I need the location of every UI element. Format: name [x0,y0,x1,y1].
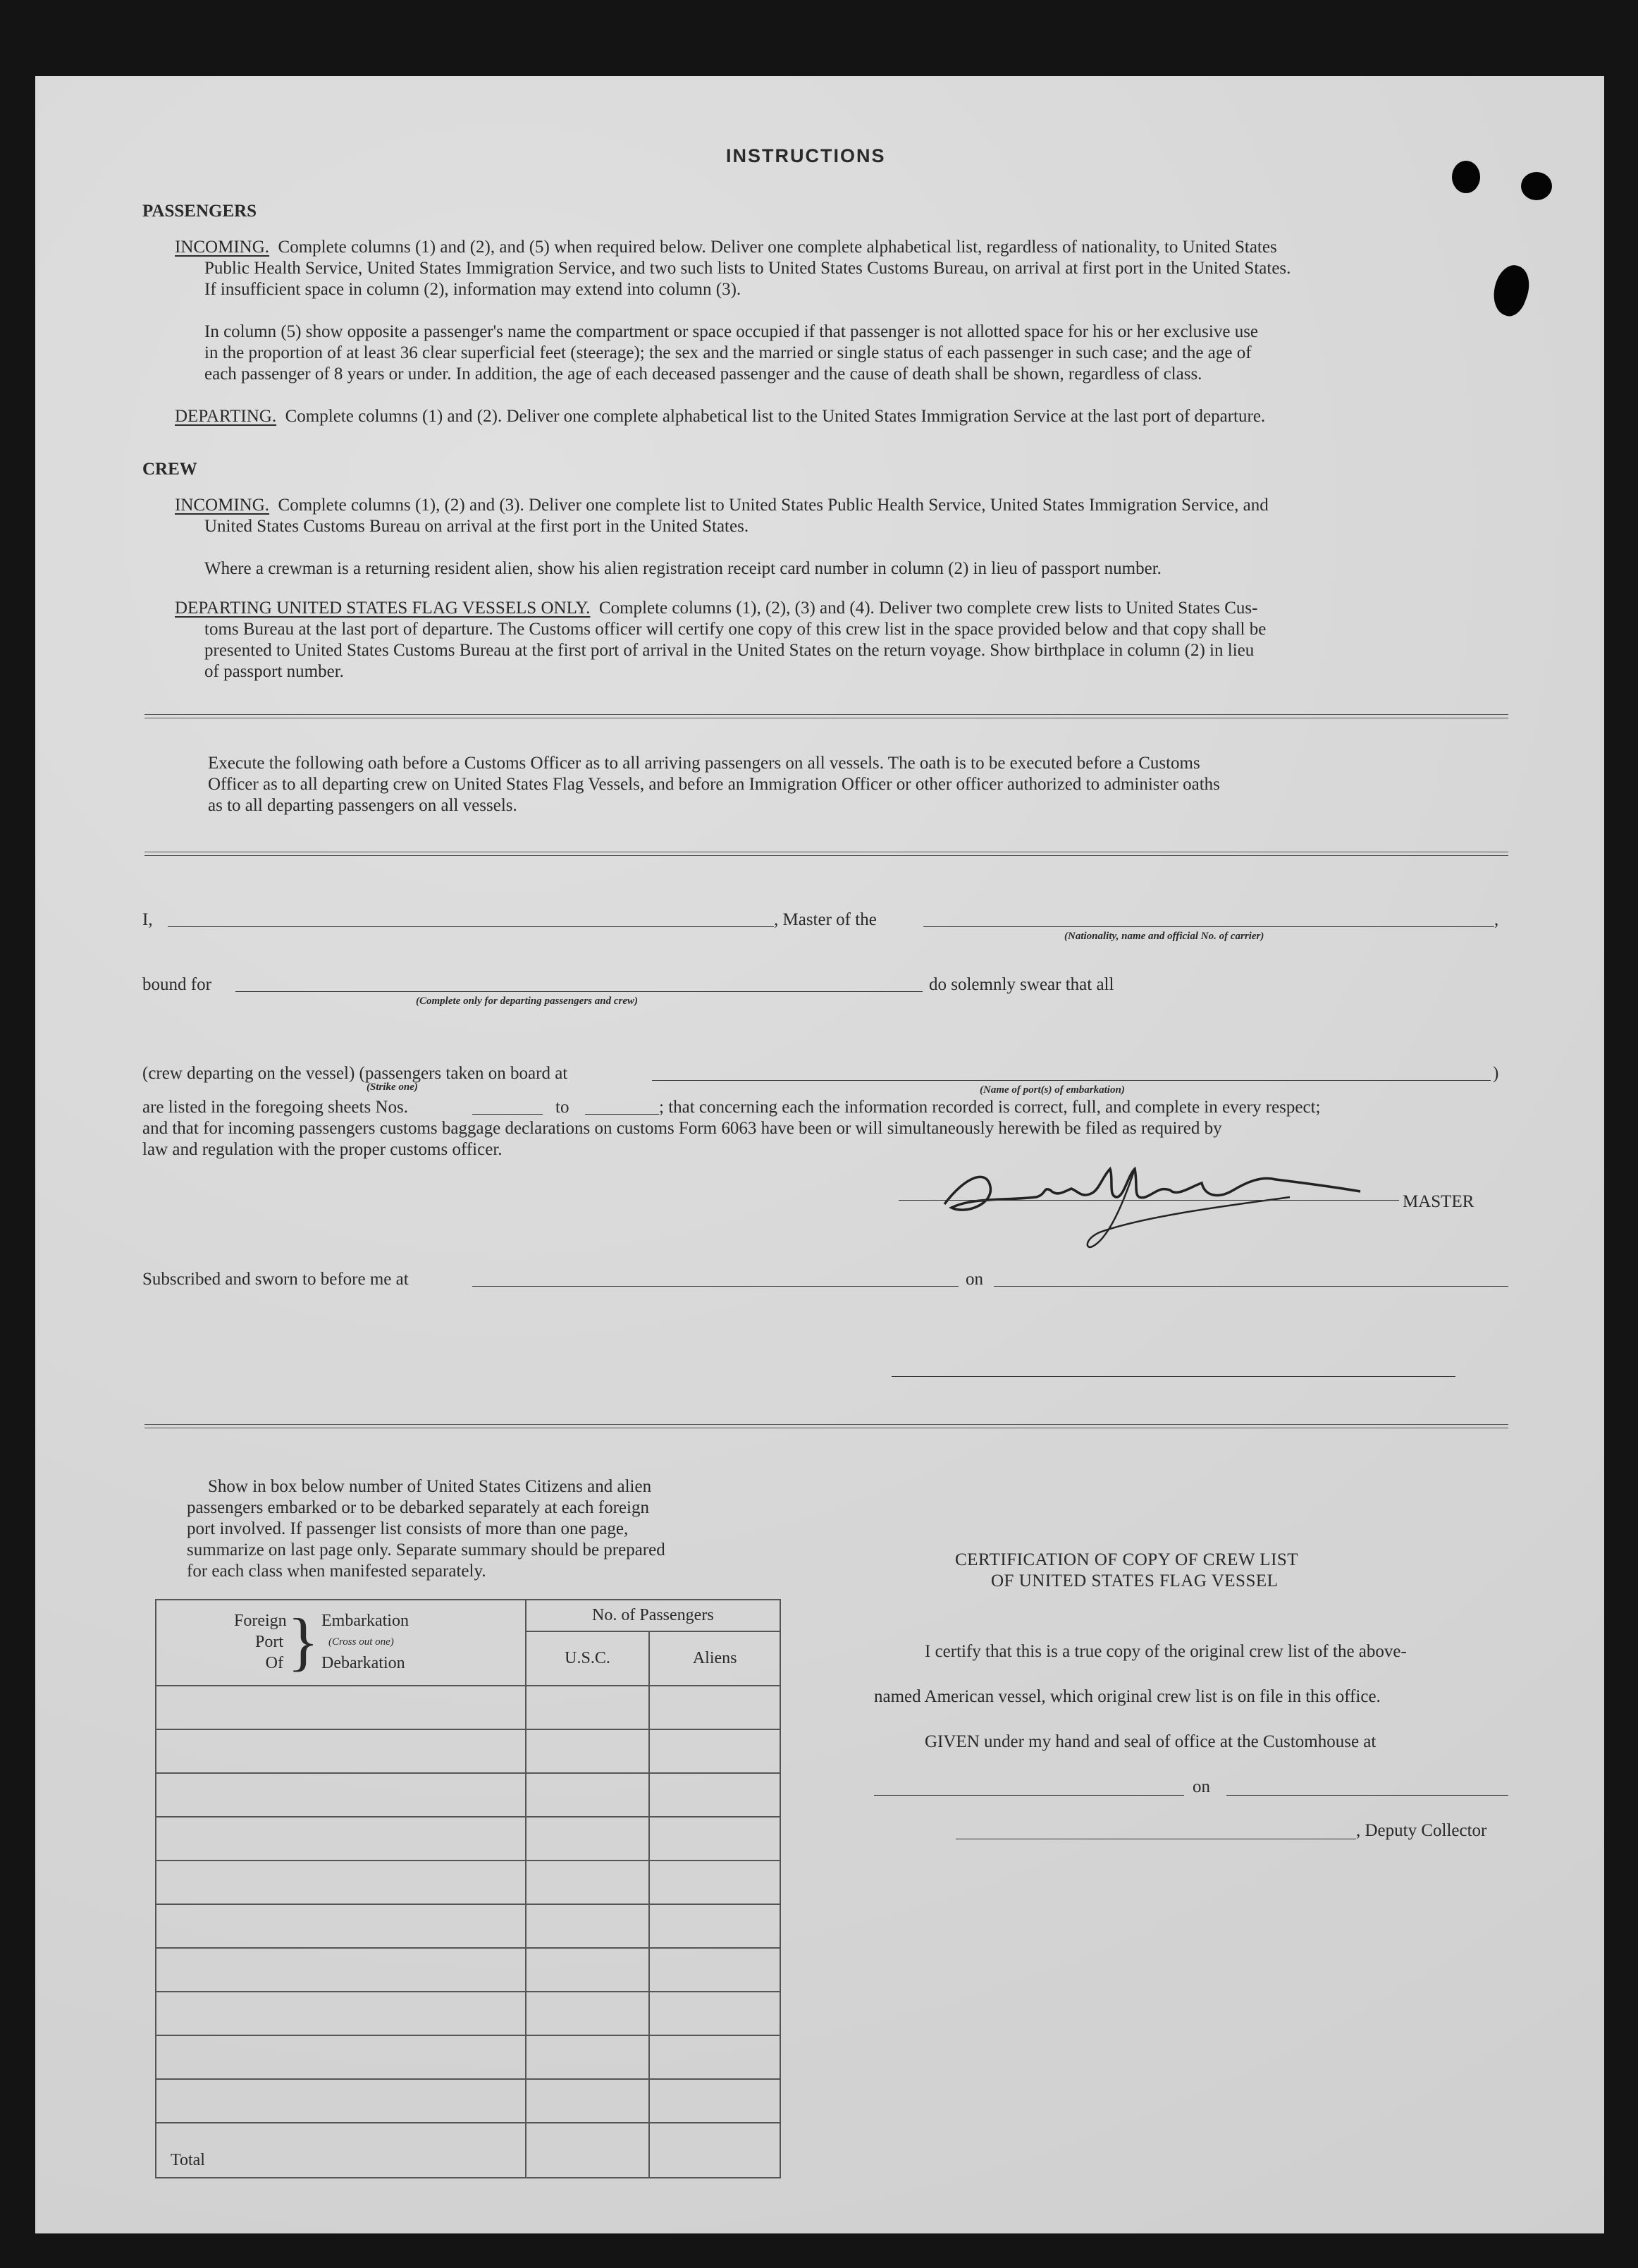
summary-note-line-4: summarize on last page only. Separate summary should be prepared [187,1540,665,1559]
crew-departing-line-4: of passport number. [204,662,344,681]
sworn-place-line[interactable] [472,1286,959,1287]
subscribed-label: Subscribed and sworn to before me at [142,1270,409,1289]
table-row-aliens[interactable] [649,1948,780,1992]
passengers-departing-text: Complete columns (1) and (2). Deliver one complete alphabetical list to the United States Immigration Service at the last port of departure. [285,407,1266,426]
summary-note-line-2: passengers embarked or to be debarked separately at each foreign [187,1498,649,1517]
master-label: MASTER [1403,1192,1474,1211]
bound-for-label: bound for [142,975,211,994]
column5-line-1: In column (5) show opposite a passenger's name the compartment or space occupied if that passenger is not allotted space for his or her exclusive use [204,322,1259,341]
certification-line-1: I certify that this is a true copy of the original crew list of the above- [925,1642,1407,1661]
document-page [35,76,1604,2233]
table-row-port[interactable] [156,1948,526,1992]
table-row-port[interactable] [156,2035,526,2079]
column5-line-2: in the proportion of at least 36 clear superficial feet (steerage); the sex and the married or single status of each passenger in such case; and the age of [204,343,1252,362]
comma: , [1494,910,1499,929]
crew-departing-label: DEPARTING UNITED STATES FLAG VESSELS ONLY. [175,599,591,618]
strike-one-hint: (Strike one) [367,1081,418,1093]
master-name-line[interactable] [168,926,774,927]
crew-heading: CREW [142,460,197,479]
certification-title-1: CERTIFICATION OF COPY OF CREW LIST [955,1550,1299,1569]
crew-incoming-line-2: United States Customs Bureau on arrival at the first port in the United States. [204,517,749,536]
table-row-usc[interactable] [526,1729,650,1773]
ports-line[interactable] [652,1080,1491,1081]
table-row-port[interactable] [156,1773,526,1817]
certification-on-label: on [1193,1777,1210,1796]
table-row-aliens[interactable] [649,1861,780,1904]
table-row-usc[interactable] [526,2079,650,2123]
listed-label: are listed in the foregoing sheets Nos. [142,1098,408,1117]
total-usc[interactable] [526,2123,650,2178]
customhouse-line[interactable] [874,1795,1184,1796]
nationality-hint: (Nationality, name and official No. of carrier) [1064,931,1264,942]
table-row-aliens[interactable] [649,1686,780,1729]
passengers-incoming-line-2: Public Health Service, United States Immigration Service, and two such lists to United States Customs Bureau, on arrival at first port in the United States. [204,259,1291,278]
table-row-aliens[interactable] [649,1817,780,1861]
table-row-port[interactable] [156,1904,526,1948]
crew-incoming-text: Complete columns (1), (2) and (3). Deliver one complete list to United States Public Health Service, United States Immigration Service, and [278,496,1269,515]
aliens-header: Aliens [649,1631,780,1686]
solemnly-swear-label: do solemnly swear that all [929,975,1114,994]
summary-note-line-5: for each class when manifested separately. [187,1562,486,1581]
officer-signature-line[interactable] [892,1376,1455,1377]
ink-spot [1521,172,1552,200]
oath-intro-line-3: as to all departing passengers on all vessels. [208,796,517,815]
master-signature-line[interactable] [899,1200,1399,1201]
ports-hint: (Name of port(s) of embarkation) [980,1084,1125,1096]
certification-title-2: OF UNITED STATES FLAG VESSEL [991,1571,1279,1590]
foreign-port-of-label: Foreign Port Of [234,1612,287,1672]
usc-header: U.S.C. [526,1631,650,1686]
embarkation-group: Embarkation (Cross out one) Debarkation [321,1612,409,1672]
brace: } [288,1605,319,1677]
table-row-port[interactable] [156,1686,526,1729]
law-line: law and regulation with the proper customs officer. [142,1140,503,1159]
sworn-date-line[interactable] [994,1286,1508,1287]
table-row-usc[interactable] [526,1948,650,1992]
on-label: on [966,1270,983,1289]
passengers-heading: PASSENGERS [142,202,257,221]
table-row-usc[interactable] [526,1992,650,2035]
summary-note-line-3: port involved. If passenger list consists of more than one page, [187,1519,629,1538]
crew-resident-line: Where a crewman is a returning resident alien, show his alien registration receipt card number in column (2) in lieu of passport number. [204,559,1162,578]
certification-date-line[interactable] [1226,1795,1508,1796]
oath-intro-line-1: Execute the following oath before a Customs Officer as to all arriving passengers on all vessels. The oath is to be executed before a Customs [208,754,1200,773]
crew-departing-line-1 [175,598,1257,619]
passengers-incoming-line-3: If insufficient space in column (2), information may extend into column (3). [204,280,741,299]
master-signature [923,1148,1431,1253]
passenger-summary-table [155,1599,781,2178]
sheet-to-line[interactable] [585,1114,659,1115]
page-title: INSTRUCTIONS [726,145,886,166]
total-label: Total [156,2123,526,2178]
crew-incoming-label: INCOMING. [175,496,270,515]
crew-departing-line-3: presented to United States Customs Bureau at the first port of arrival in the United States on the return voyage. Show birthplace in column (2) in lieu [204,641,1255,660]
certification-line-3: GIVEN under my hand and seal of office at the Customhouse at [925,1732,1377,1751]
bound-for-line[interactable] [235,991,923,992]
oath-i-label: I, [142,910,153,929]
table-row-port[interactable] [156,2079,526,2123]
table-row-usc[interactable] [526,1817,650,1861]
master-of-label: , Master of the [774,910,877,929]
listed-text: ; that concerning each the information recorded is correct, full, and complete in every respect; [659,1098,1321,1117]
bound-for-hint: (Complete only for departing passengers and crew) [416,995,638,1007]
section-divider [144,1424,1508,1428]
section-divider [144,714,1508,718]
deputy-collector-label: , Deputy Collector [1356,1821,1487,1840]
certification-line-2: named American vessel, which original crew list is on file in this office. [874,1687,1381,1706]
table-row-aliens[interactable] [649,1773,780,1817]
table-row-port[interactable] [156,1861,526,1904]
table-row-port[interactable] [156,1992,526,2035]
vessel-name-line[interactable] [923,926,1494,927]
summary-note-line-1: Show in box below number of United States Citizens and alien [208,1477,652,1496]
passengers-departing-line [175,406,1265,427]
table-row-aliens[interactable] [649,2035,780,2079]
section-divider [144,852,1508,856]
table-row-port[interactable] [156,1817,526,1861]
customs-line: and that for incoming passengers customs baggage declarations on customs Form 6063 have been or will simultaneously herewith be filed as required by [142,1119,1222,1138]
total-aliens[interactable] [649,2123,780,2178]
table-row-aliens[interactable] [649,1904,780,1948]
table-row-usc[interactable] [526,1904,650,1948]
column5-line-3: each passenger of 8 years or under. In addition, the age of each deceased passenger and the cause of death shall be shown, regardless of class. [204,364,1202,384]
passengers-incoming-label: INCOMING. [175,238,270,257]
to-label: to [555,1098,569,1117]
no-passengers-header: No. of Passengers [526,1600,780,1631]
passengers-incoming-line-1 [175,237,1277,258]
ink-spot [1486,261,1536,320]
oath-intro-line-2: Officer as to all departing crew on United States Flag Vessels, and before an Immigration Officer or other officer authorized to administer oaths [208,775,1220,794]
crew-incoming-line-1 [175,495,1269,516]
passengers-departing-label: DEPARTING. [175,407,277,426]
table-row-usc[interactable] [526,1773,650,1817]
crew-departing-text: Complete columns (1), (2), (3) and (4). Deliver two complete crew lists to United States Cus- [598,599,1258,618]
table-row-aliens[interactable] [649,1729,780,1773]
close-paren: ) [1493,1064,1499,1083]
port-header-cell [156,1600,526,1686]
table-row-aliens[interactable] [649,2079,780,2123]
crew-departing-label: (crew departing on the vessel) (passengers taken on board at [142,1064,568,1083]
table-row-aliens[interactable] [649,1992,780,2035]
ink-spot [1452,161,1480,193]
table-row-usc[interactable] [526,1686,650,1729]
table-row-port[interactable] [156,1729,526,1773]
crew-departing-line-2: toms Bureau at the last port of departure. The Customs officer will certify one copy of this crew list in the space provided below and that copy shall be [204,620,1267,639]
passengers-incoming-text: Complete columns (1) and (2), and (5) when required below. Deliver one complete alphabetical list, regardless of nationality, to United States [278,238,1277,257]
table-row-usc[interactable] [526,2035,650,2079]
table-row-usc[interactable] [526,1861,650,1904]
sheet-from-line[interactable] [472,1114,543,1115]
